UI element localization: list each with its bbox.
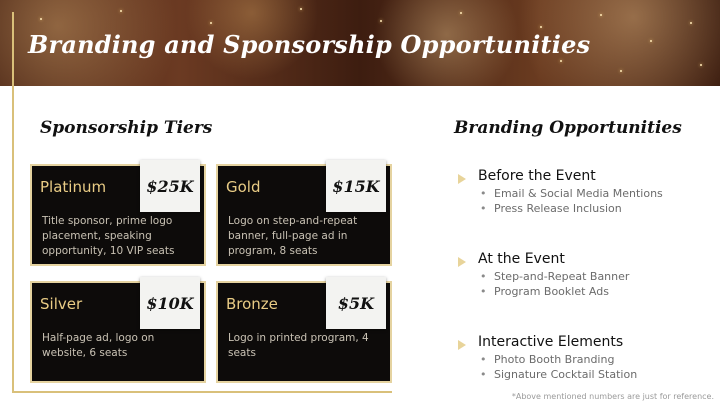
tier-price: $15K	[326, 160, 386, 212]
branding-heading: Branding Opportunities	[454, 118, 682, 138]
triangle-right-icon	[458, 257, 466, 267]
page-title: Branding and Sponsorship Opportunities	[28, 30, 591, 59]
tiers-heading: Sponsorship Tiers	[40, 118, 213, 138]
list-item: • Signature Cocktail Station	[480, 368, 638, 381]
footnote: *Above mentioned numbers are just for reference.	[511, 392, 714, 401]
branding-group-title: Before the Event	[478, 168, 596, 184]
list-item: • Email & Social Media Mentions	[480, 187, 663, 200]
tier-price: $5K	[326, 277, 386, 329]
tier-description: Half-page ad, logo on website, 6 seats	[42, 332, 155, 359]
frame-line	[12, 12, 14, 62]
tier-name: Silver	[40, 295, 83, 313]
header-banner	[0, 0, 720, 86]
list-item: • Program Booklet Ads	[480, 285, 609, 298]
list-item: • Photo Booth Branding	[480, 353, 615, 366]
tier-name: Platinum	[40, 178, 107, 196]
tier-price: $10K	[140, 277, 200, 329]
branding-group-title: At the Event	[478, 251, 565, 267]
tier-name: Gold	[226, 178, 261, 196]
triangle-right-icon	[458, 174, 466, 184]
list-item: • Press Release Inclusion	[480, 202, 622, 215]
branding-group-title: Interactive Elements	[478, 334, 624, 350]
tier-description: Logo in printed program, 4 seats	[228, 332, 369, 359]
tier-description: Logo on step-and-repeat banner, full-page ad in program, 8 seats	[228, 215, 358, 257]
tier-price: $25K	[140, 160, 200, 212]
frame-line	[12, 391, 392, 393]
tier-name: Bronze	[226, 295, 278, 313]
frame-line	[12, 62, 14, 392]
list-item: • Step-and-Repeat Banner	[480, 270, 630, 283]
tier-description: Title sponsor, prime logo placement, speaking opportunity, 10 VIP seats	[42, 215, 175, 257]
triangle-right-icon	[458, 340, 466, 350]
